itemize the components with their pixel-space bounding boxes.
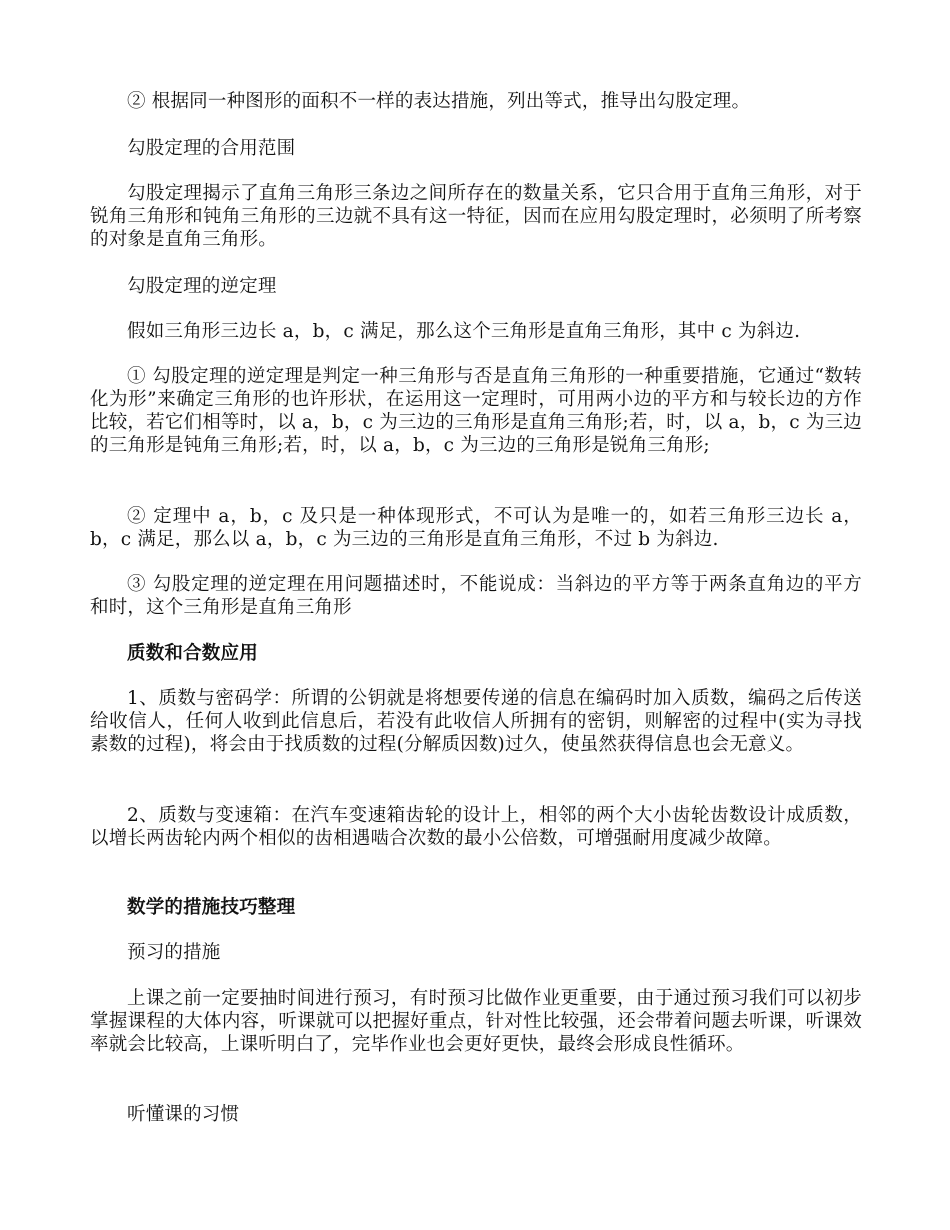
subheading-scope: 勾股定理的合用范围 [127,138,296,159]
paragraph-preview-method: 上课之前一定要抽时间进行预习，有时预习比做作业更重要，由于通过预习我们可以初步掌握课程的大体内容，听课就可以把握好重点，针对性比较强，还会带着问题去听课，听课效率就会比较高，上课听明白了，完毕作业也会更好更快，最终会形成良性循环。 [90,988,862,1055]
paragraph-proof-method-2: ② 根据同一种图形的面积不一样的表达措施，列出等式，推导出勾股定理。 [127,91,751,112]
paragraph-primes-gearbox: 2、质数与变速箱：在汽车变速箱齿轮的设计上，相邻的两个大小齿轮齿数设计成质数，以增长两齿轮内两个相似的齿相遇啮合次数的最小公倍数，可增强耐用度减少故障。 [90,805,862,849]
heading-math-methods: 数学的措施技巧整理 [127,897,296,918]
paragraph-scope: 勾股定理揭示了直角三角形三条边之间所存在的数量关系，它只合用于直角三角形，对于锐角三角形和钝角三角形的三边就不具有这一特征，因而在应用勾股定理时，必须明了所考察的对象是直角三角形。 [90,183,862,250]
subheading-preview-method: 预习的措施 [127,942,221,963]
paragraph-converse-note-3: ③ 勾股定理的逆定理在用问题描述时，不能说成：当斜边的平方等于两条直角边的平方和时，这个三角形是直角三角形 [90,574,862,618]
paragraph-primes-cryptography: 1、质数与密码学：所谓的公钥就是将想要传递的信息在编码时加入质数，编码之后传送给收信人，任何人收到此信息后，若没有此收信人所拥有的密钥，则解密的过程中(实为寻找素数的过程)，将会由于找质数的过程(分解质因数)过久，使虽然获得信息也会无意义。 [90,688,862,755]
paragraph-converse-note-1: ① 勾股定理的逆定理是判定一种三角形与否是直角三角形的一种重要措施，它通过“数转化为形”来确定三角形的也许形状，在运用这一定理时，可用两小边的平方和与较长边的方作比较，若它们相等时，以 a，b，c 为三边的三角形是直角三角形;若，时，以 a，b，c 为三边的三角形是钝角三角形;若，时，以 a，b，c 为三边的三角形是锐角三角形; [90,366,862,456]
paragraph-converse-statement: 假如三角形三边长 a，b，c 满足，那么这个三角形是直角三角形，其中 c 为斜边. [127,321,801,342]
paragraph-converse-note-2: ② 定理中 a，b，c 及只是一种体现形式，不可认为是唯一的，如若三角形三边长 a，b，c 满足，那么以 a，b，c 为三边的三角形是直角三角形，不过 b 为斜边. [90,506,862,550]
subheading-converse-theorem: 勾股定理的逆定理 [127,276,277,297]
heading-primes-composites: 质数和合数应用 [127,643,258,664]
subheading-listening-habit: 听懂课的习惯 [127,1104,240,1125]
